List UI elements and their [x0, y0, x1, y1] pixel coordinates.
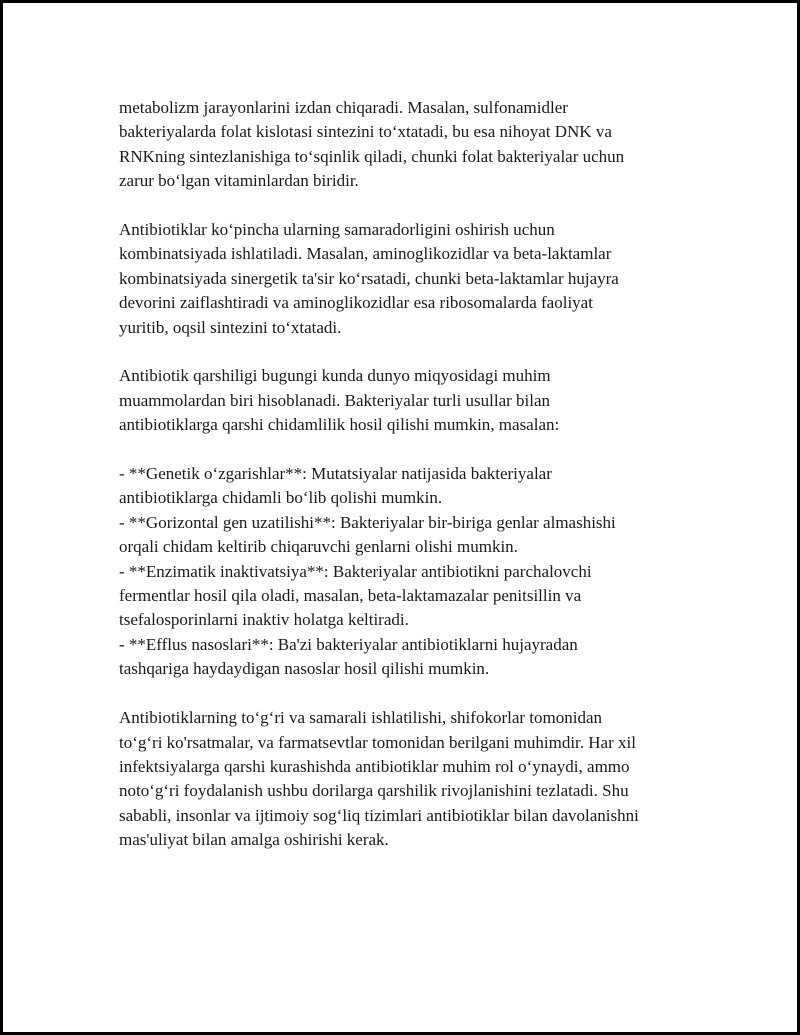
text-line: bakteriyalarda folat kislotasi sintezini to‘xtatadi, bu esa nihoyat DNK va: [119, 122, 612, 142]
text-line: orqali chidam keltirib chiqaruvchi genlarni olishi mumkin.: [119, 537, 518, 557]
text-line: kombinatsiyada sinergetik ta'sir ko‘rsatadi, chunki beta-laktamlar hujayra: [119, 268, 619, 288]
text-line: antibiotiklarga qarshi chidamlilik hosil qilishi mumkin, masalan:: [119, 415, 560, 435]
text-line: Antibiotiklarning to‘g‘ri va samarali ishlatilishi, shifokorlar tomonidan: [119, 708, 602, 728]
text-line: - **Efflus nasoslari**: Ba'zi bakteriyalar antibiotiklarni hujayradan: [119, 634, 578, 654]
paragraph-closing: [119, 706, 719, 852]
text-line: zarur bo‘lgan vitaminlardan biridir.: [119, 171, 359, 191]
text-line: - **Enzimatik inaktivatsiya**: Bakteriyalar antibiotikni parchalovchi: [119, 561, 592, 581]
resistance-mechanisms-list: [119, 462, 719, 682]
text-line: RNKning sintezlanishiga to‘sqinlik qiladi, chunki folat bakteriyalar uchun: [119, 146, 625, 166]
text-line: devorini zaiflashtiradi va aminoglikozidlar esa ribosomalarda faoliyat: [119, 293, 593, 313]
text-line: yuritib, oqsil sintezini to‘xtatadi.: [119, 317, 342, 337]
text-line: to‘g‘ri ko'rsatmalar, va farmatsevtlar tomonidan berilgani muhimdir. Har xil: [119, 732, 636, 752]
list-item-efflux-pumps: [119, 633, 719, 682]
list-item-horizontal-gene-transfer: [119, 511, 719, 560]
text-line: kombinatsiyada ishlatiladi. Masalan, aminoglikozidlar va beta-laktamlar: [119, 244, 612, 264]
document-body: [119, 96, 719, 877]
text-line: noto‘g‘ri foydalanish ushbu dorilarga qarshilik rivojlanishini tezlatadi. Shu: [119, 781, 629, 801]
text-line: Antibiotik qarshiligi bugungi kunda dunyo miqyosidagi muhim: [119, 366, 551, 386]
list-item-enzymatic-inactivation: [119, 560, 719, 633]
text-line: mas'uliyat bilan amalga oshirishi kerak.: [119, 830, 389, 850]
text-line: tsefalosporinlarni inaktiv holatga keltiradi.: [119, 610, 409, 630]
text-line: muammolardan biri hisoblanadi. Bakteriyalar turli usullar bilan: [119, 390, 551, 410]
text-line: - **Gorizontal gen uzatilishi**: Bakteriyalar bir-biriga genlar almashishi: [119, 512, 616, 532]
text-line: antibiotiklarga chidamli bo‘lib qolishi mumkin.: [119, 488, 443, 508]
text-line: Antibiotiklar ko‘pincha ularning samaradorligini oshirish uchun: [119, 220, 555, 240]
paragraph-combination-therapy: [119, 218, 719, 340]
text-line: metabolizm jarayonlarini izdan chiqaradi. Masalan, sulfonamidler: [119, 98, 568, 117]
paragraph-folate-synthesis: [119, 96, 719, 194]
text-line: infektsiyalarga qarshi kurashishda antibiotiklar muhim rol o‘ynaydi, ammo: [119, 756, 630, 776]
text-line: - **Genetik o‘zgarishlar**: Mutatsiyalar natijasida bakteriyalar: [119, 464, 552, 484]
text-line: fermentlar hosil qila oladi, masalan, beta-laktamazalar penitsillin va: [119, 586, 582, 606]
paragraph-resistance-intro: [119, 364, 719, 437]
list-item-genetic-changes: [119, 462, 719, 511]
text-line: sababli, insonlar va ijtimoiy sog‘liq tizimlari antibiotiklar bilan davolanishni: [119, 805, 639, 825]
text-line: tashqariga haydaydigan nasoslar hosil qilishi mumkin.: [119, 659, 490, 679]
